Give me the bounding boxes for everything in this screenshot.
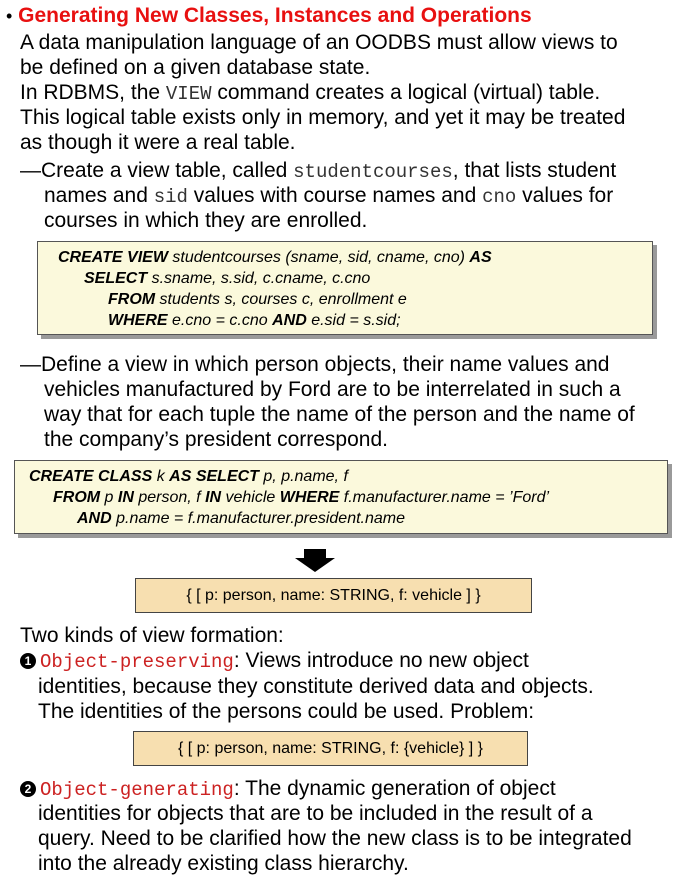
sql-keyword: CREATE CLASS — [29, 468, 153, 485]
item1-text: Create a view table, called — [41, 159, 294, 182]
sql-keyword: AND — [272, 312, 307, 329]
arrow-down-icon — [304, 549, 326, 558]
item2-line-2: vehicles manufactured by Ford are to be interrelated in such a — [44, 378, 621, 401]
slide-heading — [6, 3, 532, 29]
item1-text: , that lists student — [452, 159, 617, 182]
item1-line-3: courses in which they are enrolled. — [44, 209, 368, 232]
dash-marker: — — [20, 353, 41, 376]
sql2-line-2 — [53, 488, 549, 508]
object-preserving-term: Object-preserving — [40, 651, 234, 673]
sql-keyword: CREATE VIEW — [58, 249, 168, 266]
sql-keyword: SELECT — [84, 270, 148, 287]
sql-keyword: WHERE — [108, 312, 168, 329]
sql-class-box — [14, 460, 668, 534]
cno-code: cno — [482, 186, 517, 208]
sql2-line-1 — [29, 467, 348, 487]
sql-text: p — [100, 489, 118, 506]
bullet-icon: • — [6, 6, 13, 26]
sql-keyword: AND — [77, 510, 112, 527]
intro-line-3 — [20, 80, 600, 107]
sid-code: sid — [153, 186, 188, 208]
object-generating-term: Object-generating — [40, 779, 234, 801]
kind1-line-2: identities, because they constitute derived data and objects. — [38, 675, 594, 698]
result-type-box: { [ p: person, name: STRING, f: vehicle ] } — [135, 578, 532, 613]
sql2-line-3 — [77, 509, 405, 529]
kinds-title: Two kinds of view formation: — [20, 624, 284, 647]
item1-text: values with course names and — [187, 184, 483, 207]
item2-line-3: way that for each tuple the name of the person and the name of — [44, 403, 635, 426]
sql-text: e.sid = s.sid; — [306, 312, 401, 329]
kind2-line-1 — [20, 776, 556, 803]
kind1-line-1 — [20, 648, 529, 675]
sql-text: s.sname, s.sid, c.cname, c.cno — [147, 270, 371, 287]
intro-line-2: be defined on a given database state. — [20, 56, 371, 79]
problem-type-box: { [ p: person, name: STRING, f: {vehicle} ] } — [133, 731, 528, 766]
kind2-text: : The dynamic generation of object — [233, 777, 556, 800]
sql-text: k — [152, 468, 170, 485]
sql-text: students s, courses c, enrollment e — [155, 291, 407, 308]
kind1-text: : Views introduce no new object — [233, 649, 529, 672]
kind2-line-2: identities for objects that are to be included in the result of a — [38, 802, 593, 825]
item1-line-1 — [20, 158, 616, 185]
number-two-icon: 2 — [20, 781, 36, 797]
sql-line-3 — [108, 290, 407, 310]
sql-keyword: IN — [205, 489, 222, 506]
number-one-icon: 1 — [20, 653, 36, 669]
sql-text: vehicle — [221, 489, 280, 506]
intro-line-1: A data manipulation language of an OODBS must allow views to — [20, 31, 618, 54]
item2-line-1 — [20, 352, 609, 378]
item2-text: Define a view in which person objects, their name values and — [41, 353, 610, 376]
sql-line-4 — [108, 311, 401, 331]
sql-view-box — [37, 241, 653, 335]
item1-text: values for — [516, 184, 614, 207]
sql-keyword: IN — [117, 489, 134, 506]
sql-text: f.manufacturer.name = ’Ford’ — [339, 489, 550, 506]
sql-text: p, p.name, f — [258, 468, 348, 485]
sql-keyword: WHERE — [279, 489, 340, 506]
slide-title: Generating New Classes, Instances and Operations — [18, 4, 532, 27]
sql-keyword: FROM — [108, 291, 156, 308]
kind1-line-3: The identities of the persons could be used. Problem: — [38, 700, 535, 723]
sql-keyword: AS — [469, 249, 492, 266]
item1-text: names and — [44, 184, 154, 207]
item2-line-4: the company’s president correspond. — [44, 428, 388, 451]
sql-keyword: AS SELECT — [169, 468, 259, 485]
intro-line-3-pre: In RDBMS, the — [20, 81, 166, 104]
sql-keyword: FROM — [53, 489, 101, 506]
view-keyword: VIEW — [165, 83, 212, 105]
intro-line-5: as though it were a real table. — [20, 131, 296, 154]
kind2-line-4: into the already existing class hierarchy. — [38, 852, 409, 875]
sql-line-1 — [58, 248, 492, 268]
dash-marker: — — [20, 159, 41, 182]
intro-line-3-post: command creates a logical (virtual) table. — [211, 81, 601, 104]
item1-line-2 — [44, 183, 613, 210]
kind2-line-3: query. Need to be clarified how the new class is to be integrated — [38, 827, 632, 850]
intro-line-4: This logical table exists only in memory, and yet it may be treated — [20, 106, 626, 129]
sql-text: studentcourses (sname, sid, cname, cno) — [167, 249, 470, 266]
arrow-down-head-icon — [295, 558, 335, 572]
sql-text: person, f — [133, 489, 206, 506]
sql-text: p.name = f.manufacturer.president.name — [111, 510, 406, 527]
sql-text: e.cno = c.cno — [167, 312, 273, 329]
studentcourses-code: studentcourses — [293, 161, 453, 183]
sql-line-2 — [84, 269, 370, 289]
